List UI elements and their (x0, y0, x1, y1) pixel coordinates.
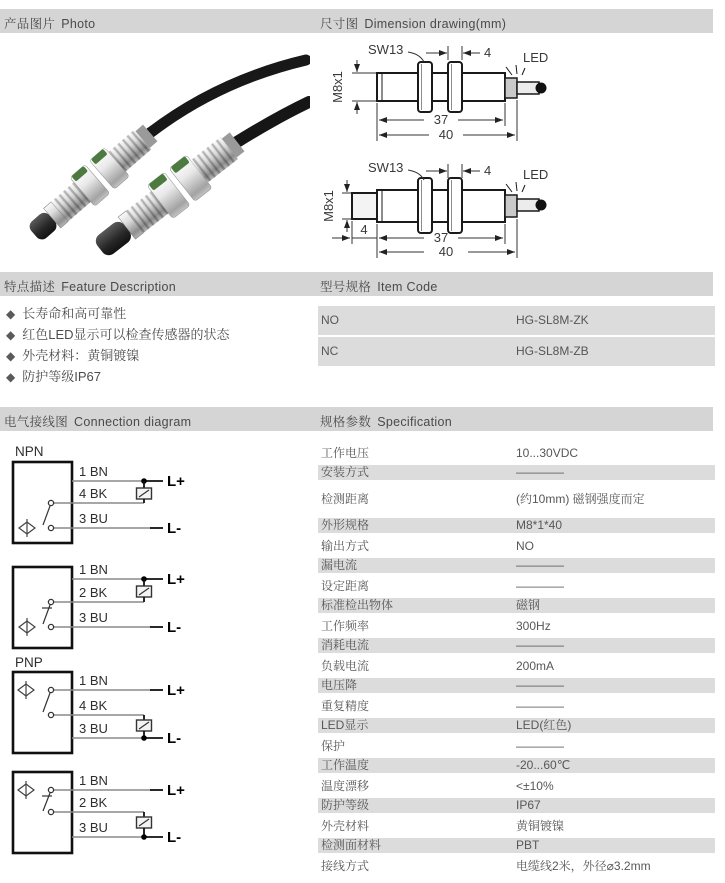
spec-value: ———— (516, 558, 564, 572)
spec-value: ———— (516, 678, 564, 692)
spec-label: 工作温度 (321, 758, 370, 772)
item-code-value: HG-SL8M-ZB (516, 344, 589, 358)
table-row (318, 796, 715, 816)
spec-value: ———— (516, 739, 564, 753)
wire-label: 1 BN (79, 673, 108, 688)
spec-label: 外形规格 (321, 518, 370, 532)
feature-text: 红色LED显示可以检查传感器的状态 (22, 327, 230, 342)
led-ray-icon (506, 67, 512, 75)
dimension-title-en: Dimension drawing(mm) (364, 17, 507, 31)
nut-width-dim: 4 (484, 45, 492, 60)
total-length-dim: 40 (438, 127, 454, 142)
wire-label: 1 BN (79, 562, 108, 577)
table-row (318, 536, 715, 556)
switch-symbol (43, 506, 50, 525)
wire-label: 3 BU (79, 820, 108, 835)
led-ray-icon (522, 68, 525, 75)
table-row (318, 516, 715, 536)
table-row (318, 716, 715, 736)
spec-label: 防护等级 (321, 798, 370, 812)
spec-label: 接线方式 (321, 859, 370, 873)
spec-value: IP67 (516, 798, 541, 812)
dimension-drawing-nose (320, 152, 725, 270)
table-row (318, 776, 715, 796)
led-ray-icon (516, 182, 517, 191)
l-minus-label: L- (167, 730, 182, 747)
itemcode-title-zh: 型号规格 (320, 280, 372, 294)
photo-title-zh: 产品图片 (4, 17, 56, 31)
header-bar-bottom (0, 407, 713, 431)
sw-label: SW13 (368, 42, 404, 57)
spec-label: LED显示 (321, 718, 369, 732)
npn-label: NPN (15, 444, 44, 459)
connection-title-en: Connection diagram (74, 415, 192, 429)
spec-label: 检测面材料 (321, 838, 382, 852)
product-photo (8, 46, 310, 266)
diamond-bullet-icon: ◆ (6, 370, 16, 384)
dimension-drawing-flush (320, 42, 725, 147)
spec-label: 消耗电流 (321, 638, 370, 652)
spec-value: ———— (516, 465, 564, 479)
hex-nut (418, 62, 432, 112)
feature-item (6, 366, 230, 387)
wire-label: 1 BN (79, 773, 108, 788)
nut-width-dim: 4 (484, 163, 492, 178)
led-label: LED (523, 167, 549, 182)
table-row (318, 656, 715, 676)
item-code-row (318, 306, 715, 335)
photo-title-en: Photo (61, 17, 96, 31)
spec-label: 输出方式 (321, 539, 370, 553)
l-plus-label: L+ (167, 782, 185, 799)
spec-label: 重复精度 (321, 699, 370, 713)
hex-nut (448, 178, 462, 233)
wire-label: 2 BK (79, 795, 108, 810)
nose-length-dim: 4 (360, 222, 368, 237)
led-ray-icon (506, 184, 512, 192)
spec-value: 10...30VDC (516, 446, 579, 460)
item-code-type: NO (321, 313, 339, 327)
table-row (318, 736, 715, 756)
l-minus-label: L- (167, 619, 182, 636)
spec-value: 300Hz (516, 619, 551, 633)
pnp-label: PNP (15, 655, 43, 670)
item-code-row (318, 337, 715, 366)
spec-label: 保护 (321, 739, 346, 753)
table-row (318, 696, 715, 716)
itemcode-title-en: Item Code (377, 280, 438, 294)
table-row (318, 756, 715, 776)
switch-symbol (43, 693, 50, 712)
wire-label: 3 BU (79, 721, 108, 736)
specification-section-title (320, 412, 452, 430)
table-row (318, 616, 715, 636)
hex-nut (448, 62, 462, 112)
body-length-dim: 37 (433, 230, 449, 245)
sensor-cable-front (237, 102, 309, 142)
feature-item (6, 303, 230, 324)
table-row (318, 576, 715, 596)
spec-label: 电压降 (321, 678, 358, 692)
wire-label: 2 BK (79, 585, 108, 600)
sensing-nose (352, 193, 377, 219)
spec-label: 漏电流 (321, 558, 358, 572)
sensor-front (87, 125, 250, 265)
spec-value: 磁钢 (516, 598, 541, 612)
total-length-dim: 40 (438, 244, 454, 259)
table-row (318, 463, 715, 483)
wire-label: 4 BK (79, 698, 108, 713)
table-row (318, 816, 715, 836)
features-title-zh: 特点描述 (4, 280, 56, 294)
spec-value: ———— (516, 579, 564, 593)
table-row (318, 856, 715, 876)
spec-value: 黄铜镀镍 (516, 819, 565, 833)
specification-title-zh: 规格参数 (320, 415, 372, 429)
wire-label: 4 BK (79, 486, 108, 501)
feature-item (6, 345, 230, 366)
item-code-value: HG-SL8M-ZK (516, 313, 589, 327)
features-section-title (4, 277, 176, 295)
table-row (318, 636, 715, 656)
spec-label: 设定距离 (321, 579, 370, 593)
pnp-nc-diagram (13, 772, 185, 853)
item-code-type: NC (321, 344, 339, 358)
spec-value: M8*1*40 (516, 518, 563, 532)
spec-label: 工作电压 (321, 446, 370, 460)
l-plus-label: L+ (167, 473, 185, 490)
spec-value: 电缆线2米，外径⌀3.2mm (516, 859, 651, 873)
wire-label: 3 BU (79, 610, 108, 625)
sw-label: SW13 (368, 160, 404, 175)
spec-value: (约10mm) 磁钢强度而定 (516, 492, 645, 506)
header-bar-top (0, 9, 713, 33)
itemcode-section-title (320, 277, 438, 295)
spec-value: LED(红色) (516, 718, 572, 732)
spec-value: 200mA (516, 659, 555, 673)
l-minus-label: L- (167, 520, 182, 537)
spec-label: 安装方式 (321, 465, 370, 479)
spec-value: NO (516, 539, 534, 553)
table-row (318, 596, 715, 616)
thread-dim: M8x1 (321, 190, 336, 222)
spec-label: 温度漂移 (321, 779, 370, 793)
spec-label: 标准检出物体 (321, 598, 394, 612)
hex-nut (418, 178, 432, 233)
dimension-section-title (320, 14, 506, 32)
led-ray-icon (522, 185, 525, 192)
wire-label: 1 BN (79, 464, 108, 479)
connection-title-zh: 电气接线图 (4, 415, 69, 429)
diamond-bullet-icon: ◆ (6, 307, 16, 321)
spec-value: ———— (516, 638, 564, 652)
spec-label: 外壳材料 (321, 819, 370, 833)
wire-label: 3 BU (79, 511, 108, 526)
table-row (318, 556, 715, 576)
features-title-en: Feature Description (61, 280, 176, 294)
spec-label: 检测距离 (321, 492, 370, 506)
body-length-dim: 37 (433, 112, 449, 127)
led-label: LED (523, 50, 549, 65)
diamond-bullet-icon: ◆ (6, 349, 16, 363)
spec-value: ———— (516, 699, 564, 713)
led-ray-icon (516, 65, 517, 74)
table-row (318, 836, 715, 856)
specification-title-en: Specification (377, 415, 452, 429)
l-plus-label: L+ (167, 571, 185, 588)
feature-list (6, 303, 230, 387)
spec-value: PBT (516, 838, 540, 852)
table-row (318, 483, 715, 516)
spec-value: -20...60℃ (516, 758, 571, 772)
connection-section-title (4, 412, 191, 430)
item-code-table (318, 306, 715, 366)
spec-label: 负载电流 (321, 659, 370, 673)
feature-item (6, 324, 230, 345)
dimension-title-zh: 尺寸图 (320, 17, 359, 31)
photo-section-title (4, 14, 95, 32)
connection-diagrams (0, 440, 315, 883)
specification-table (318, 443, 715, 876)
table-row (318, 676, 715, 696)
feature-text: 防护等级IP67 (22, 369, 101, 384)
l-minus-label: L- (167, 829, 182, 846)
table-row (318, 443, 715, 463)
feature-text: 长寿命和高可靠性 (22, 306, 127, 321)
l-plus-label: L+ (167, 682, 185, 699)
diamond-bullet-icon: ◆ (6, 328, 16, 342)
feature-text: 外壳材料：黄铜镀镍 (22, 348, 140, 363)
thread-dim: M8x1 (330, 71, 345, 103)
npn-nc-diagram (13, 562, 185, 648)
spec-value: <±10% (516, 779, 554, 793)
pnp-no-diagram (13, 655, 185, 753)
header-bar-middle (0, 272, 713, 296)
npn-no-diagram (13, 444, 185, 543)
spec-label: 工作频率 (321, 619, 370, 633)
